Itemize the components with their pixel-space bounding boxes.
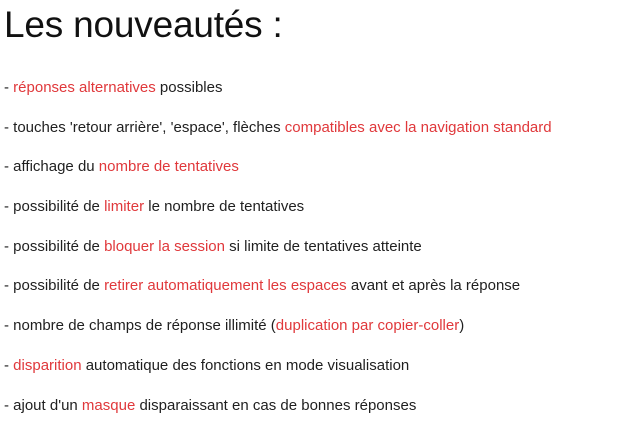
feature-highlight: retirer automatiquement les espaces	[104, 277, 347, 295]
feature-text: - nombre de champs de réponse illimité (	[4, 317, 276, 335]
feature-highlight: masque	[81, 396, 136, 414]
feature-text: - touches 'retour arrière', 'espace', flèches	[4, 118, 285, 136]
feature-highlight: nombre de tentatives	[98, 158, 239, 176]
feature-text: disparaissant en cas de bonnes réponses	[135, 396, 417, 414]
feature-item	[4, 386, 552, 426]
feature-highlight: disparition	[13, 356, 82, 374]
feature-text: si limite de tentatives atteinte	[224, 237, 422, 255]
feature-text: -	[4, 79, 14, 96]
feature-text: )	[459, 317, 465, 335]
feature-highlight: duplication par copier-coller	[275, 317, 460, 335]
feature-text: - affichage du	[4, 158, 99, 176]
feature-text: possibles	[155, 79, 223, 96]
feature-item	[4, 346, 552, 386]
feature-item	[4, 147, 552, 187]
feature-text: avant et après la réponse	[346, 277, 521, 295]
feature-item	[4, 266, 552, 306]
feature-text: automatique des fonctions en mode visualisation	[81, 356, 410, 374]
feature-item	[4, 108, 552, 148]
feature-item	[4, 227, 552, 267]
page-title: Les nouveautés :	[4, 4, 283, 45]
feature-highlight: limiter	[104, 198, 145, 216]
feature-text: - possibilité de	[4, 277, 105, 295]
feature-text: - possibilité de	[4, 198, 105, 216]
feature-text: le nombre de tentatives	[144, 198, 305, 216]
feature-highlight: réponses alternatives	[13, 79, 156, 96]
feature-highlight: compatibles avec la navigation standard	[284, 118, 552, 136]
feature-highlight: bloquer la session	[104, 237, 225, 255]
feature-text: -	[4, 356, 14, 374]
feature-item	[4, 187, 552, 227]
feature-item	[4, 306, 552, 346]
feature-text: - ajout d'un	[4, 396, 82, 414]
feature-text: - possibilité de	[4, 237, 105, 255]
feature-item	[4, 68, 552, 108]
feature-list	[4, 68, 552, 425]
